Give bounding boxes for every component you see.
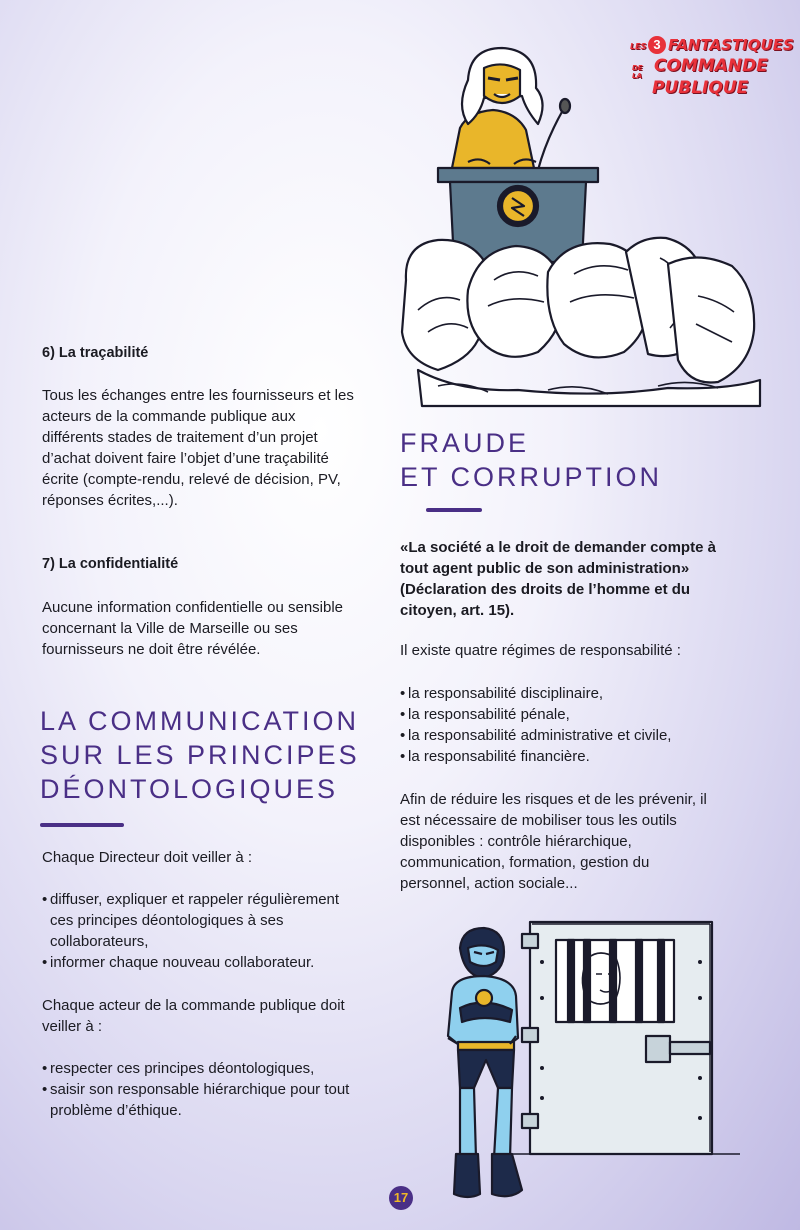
acteur-list xyxy=(40,1058,362,1121)
logo-line2: COMMANDE xyxy=(654,56,768,76)
regimes-list xyxy=(398,683,722,767)
fraude-title-line2: ET CORRUPTION xyxy=(400,462,663,492)
acteur-intro: Chaque acteur de la commande publique doit veiller à : xyxy=(42,997,345,1035)
communication-title-line1: LA COMMUNICATION xyxy=(40,706,360,736)
logo-number: 3 xyxy=(648,36,666,54)
logo-line3: PUBLIQUE xyxy=(652,78,749,98)
directeur-intro: Chaque Directeur doit veiller à : xyxy=(42,849,253,866)
directeur-list xyxy=(40,889,362,973)
fraude-title-line1: FRAUDE xyxy=(400,428,530,458)
list-item: • la responsabilité disciplinaire, xyxy=(398,683,722,704)
fraude-title xyxy=(400,426,720,494)
communication-title-line3: DÉONTOLOGIQUES xyxy=(40,774,339,804)
list-item: • saisir son responsable hiérarchique pour tout problème d’éthique. xyxy=(40,1079,362,1121)
communication-title-line2: SUR LES PRINCIPES xyxy=(40,740,360,770)
regimes-intro: Il existe quatre régimes de responsabilité : xyxy=(400,642,681,659)
logo-line1: FANTASTIQUES xyxy=(668,36,794,54)
quote-text: «La société a le droit de demander compte à tout agent public de son administration» (Déclaration des droits de l’homme et du citoyen, art. 15). xyxy=(400,539,716,619)
list-item: • la responsabilité pénale, xyxy=(398,704,722,725)
section-6-heading: 6) La traçabilité xyxy=(42,345,149,361)
logo-connector: DE LA xyxy=(632,64,643,80)
hero-prison-illustration xyxy=(440,918,740,1208)
fraude-divider xyxy=(426,508,482,512)
speaker-podium-illustration xyxy=(398,40,768,412)
section-7-heading: 7) La confidentialité xyxy=(42,556,179,572)
list-item: • la responsabilité administrative et civile, xyxy=(398,725,722,746)
communication-title xyxy=(40,704,380,806)
page-number: 17 xyxy=(389,1186,413,1210)
communication-divider xyxy=(40,823,124,827)
closing-text: Afin de réduire les risques et de les prévenir, il est nécessaire de mobiliser tous les outils disponibles : contrôle hiérarchique, communication, formation, gestion du personnel, action sociale... xyxy=(400,791,707,892)
list-item: • respecter ces principes déontologiques, xyxy=(40,1058,362,1079)
list-item: • informer chaque nouveau collaborateur. xyxy=(40,952,362,973)
section-6-text: Tous les échanges entre les fournisseurs et les acteurs de la commande publique aux différents stades de traitement d’un projet d’achat doivent faire l’objet d’une traçabilité écrite (compte-rendu, relevé de décision, PV, réponses écrites,...). xyxy=(42,387,354,509)
list-item: • diffuser, expliquer et rappeler régulièrement ces principes déontologiques à ses collaborateurs, xyxy=(40,889,362,952)
list-item: • la responsabilité financière. xyxy=(398,746,722,767)
section-7-text: Aucune information confidentielle ou sensible concernant la Ville de Marseille ou ses fournisseurs ne doit être révélée. xyxy=(42,599,344,658)
logo-prefix: LES xyxy=(630,42,647,51)
